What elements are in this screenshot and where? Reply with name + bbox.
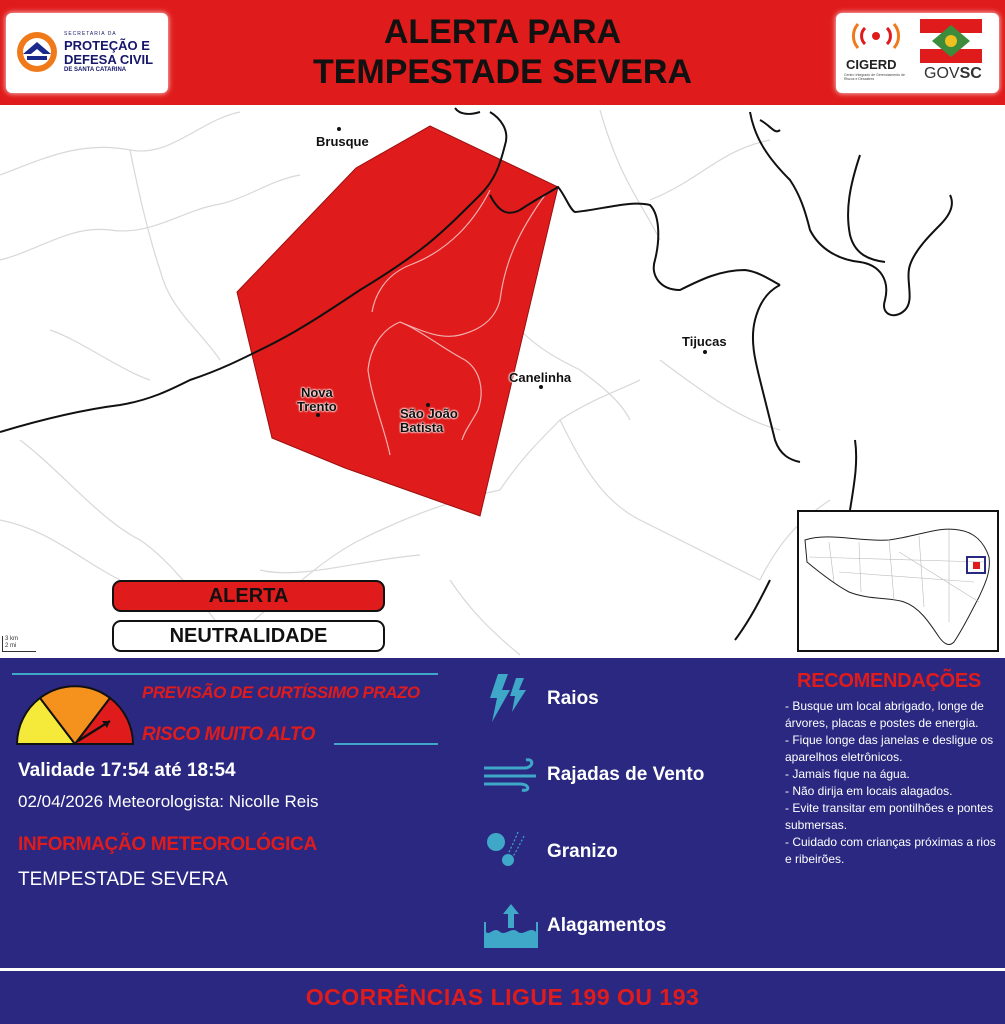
defesa-civil-emblem-icon (15, 30, 59, 74)
recommendation-item: - Busque um local abrigado, longe de árvores, placas e postes de energia. (785, 699, 984, 730)
logo-line1: PROTEÇÃO E (64, 38, 150, 53)
city-label-nova-trento: Nova Trento (297, 385, 337, 414)
recommendation-item: - Fique longe das janelas e desligue os aparelhos eletrônicos. (785, 733, 994, 764)
santa-catarina-outline (799, 512, 997, 650)
legend-neutral: NEUTRALIDADE (112, 620, 385, 652)
logo-line2: DEFESA CIVIL (64, 52, 154, 67)
date-meteorologist: 02/04/2026 Meteorologista: Nicolle Reis (18, 792, 319, 811)
city-dot-canelinha (539, 385, 543, 389)
gov-prefix: GOV (924, 65, 960, 82)
map-scale (2, 636, 36, 652)
info-panel (0, 658, 1005, 968)
city-label-sao-joao-batista: São João Batista (400, 406, 458, 435)
hazard-label-raios: Raios (547, 688, 599, 709)
sc-suffix: SC (959, 65, 982, 82)
title-line2: TEMPESTADE SEVERA (312, 53, 693, 91)
sc-flag-icon (920, 19, 982, 63)
alert-map[interactable] (0, 105, 1005, 658)
recommendations-list (785, 698, 997, 868)
logo-small-text: SECRETARIA DA (64, 31, 117, 37)
recommendations-title: RECOMENDAÇÕES (797, 670, 981, 692)
info-title: INFORMAÇÃO METEOROLÓGICA (18, 834, 317, 855)
flood-icon (482, 902, 540, 950)
header-banner (0, 0, 1005, 105)
forecast-title: PREVISÃO DE CURTÍSSIMO PRAZO (142, 683, 420, 702)
city-dot-tijucas (703, 350, 707, 354)
lightning-icon (484, 672, 530, 726)
locator-inset-map[interactable] (797, 510, 999, 652)
city-dot-brusque (337, 127, 341, 131)
cigerd-govsc-logos (836, 13, 999, 93)
hail-icon (484, 828, 526, 874)
alert-polygon[interactable] (237, 126, 558, 516)
hazard-label-granizo: Granizo (547, 841, 618, 862)
panel-top-line (12, 673, 438, 675)
info-value: TEMPESTADE SEVERA (18, 869, 228, 890)
city-label-tijucas: Tijucas (682, 334, 727, 349)
wind-icon (482, 758, 540, 792)
defesa-civil-logo (6, 13, 168, 93)
risk-gauge-icon (14, 681, 136, 746)
hazard-label-rajadas: Rajadas de Vento (547, 764, 705, 785)
cigerd-subtitle: Centro Integrado de Gerenciamento de Riscos e Desastres (844, 73, 905, 81)
cigerd-signal-icon (846, 18, 906, 58)
footer-emergency-numbers: OCORRÊNCIAS LIGUE 199 OU 193 (0, 971, 1005, 1024)
logo-line3: DE SANTA CATARINA (64, 67, 127, 73)
city-label-brusque: Brusque (316, 134, 369, 149)
recommendation-item: - Não dirija em locais alagados. (785, 784, 953, 798)
scale-mi: 2 mi (5, 643, 17, 649)
recommendation-item: - Cuidado com crianças próximas a rios e ribeirões. (785, 835, 996, 866)
cigerd-label: CIGERD (846, 57, 897, 72)
legend-alert: ALERTA (112, 580, 385, 612)
recommendation-item: - Evite transitar em pontilhões e pontes submersas. (785, 801, 994, 832)
validity-text: Validade 17:54 até 18:54 (18, 760, 236, 781)
scale-km: 3 km (5, 636, 19, 642)
title-line1: ALERTA PARA (383, 13, 622, 51)
hazard-label-alagamentos: Alagamentos (547, 915, 667, 936)
risk-level: RISCO MUITO ALTO (142, 724, 315, 745)
page-title (250, 12, 755, 92)
risk-underline (334, 743, 438, 745)
city-label-canelinha: Canelinha (509, 370, 572, 385)
recommendation-item: - Jamais fique na água. (785, 767, 910, 781)
govsc-label (924, 65, 982, 83)
